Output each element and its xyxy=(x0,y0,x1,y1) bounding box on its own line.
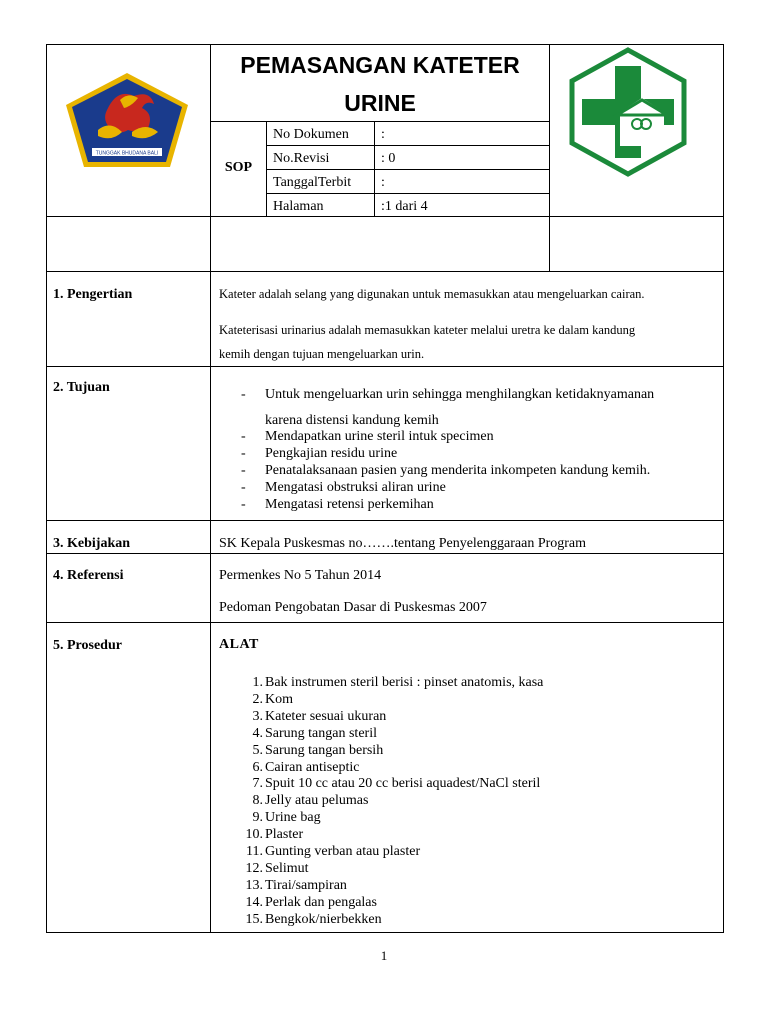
meta-value-no-revisi: : 0 xyxy=(381,151,396,166)
referensi-line-1: Permenkes No 5 Tahun 2014 xyxy=(219,568,382,583)
list-item-number: 4. xyxy=(252,725,263,741)
meta-value-halaman: :1 dari 4 xyxy=(381,199,428,214)
list-item-number: 1. xyxy=(252,675,263,690)
pengertian-line-2: Kateterisasi urinarius adalah memasukkan kateter melalui uretra ke dalam kandung xyxy=(219,323,636,337)
section-label-prosedur: 5. Prosedur xyxy=(53,638,122,653)
title-line-2: URINE xyxy=(344,90,416,116)
list-item-number: 7. xyxy=(252,776,263,792)
list-item xyxy=(219,793,719,810)
section-label-pengertian: 1. Pengertian xyxy=(53,287,133,302)
table-border xyxy=(46,553,724,554)
list-item-number: 5. xyxy=(252,742,263,758)
section-label-referensi: 4. Referensi xyxy=(53,568,124,583)
list-item xyxy=(219,827,719,844)
list-item xyxy=(219,726,719,743)
puskesmas-logo-icon xyxy=(562,46,694,178)
list-item xyxy=(219,743,719,760)
pengertian-line-1: Kateter adalah selang yang digunakan untuk memasukkan atau mengeluarkan cairan. xyxy=(219,287,645,301)
list-item-text: Kom xyxy=(265,691,293,707)
list-item xyxy=(219,912,719,929)
sop-label: SOP xyxy=(224,160,253,175)
meta-value-tanggal-terbit: : xyxy=(381,175,385,190)
list-item xyxy=(219,878,719,895)
list-item-text: Bak instrumen steril berisi : pinset anatomis, kasa xyxy=(265,675,544,690)
table-border xyxy=(46,622,724,623)
list-item-number: 14. xyxy=(245,894,263,910)
list-item-text: Tirai/sampiran xyxy=(265,877,347,893)
meta-key-no-dokumen: No Dokumen xyxy=(273,127,349,142)
list-item xyxy=(219,844,719,861)
table-border xyxy=(46,44,47,933)
list-item-number: 6. xyxy=(252,759,263,775)
table-border xyxy=(266,193,550,194)
list-item-text: Jelly atau pelumas xyxy=(265,793,369,809)
document-page: TUNGGAK BHUDANA BALI PEMASANGAN KATETER URINE SOP No Dokumen : No.Revisi : 0 TanggalTerbit : Halaman :1 dari 4 1. Pengertian Kateter adalah selang yang digunakan untuk memasukkan atau mengeluarkan cairan. Kateterisasi urinarius adalah memasukkan kateter melalui uretra ke dalam kandung kemih dengan tujuan mengeluarkan urin. 2. Tujuan - Untuk mengeluarkan urin sehingga menghilangkan ketidaknyamanan karena distensi kandung kemih - Mendapatkan urine steril intuk specimen - Pengkajian residu urine - Penatalaksanaan pasien yang menderita inkompeten kandung kemih. - Mengatasi obstruksi aliran urine - Mengatasi retensi perkemihan 3. Kebijakan SK Kepala Puskesmas no…….tentang Penyelenggaraan Program 4. Referensi Permenkes No 5 Tahun 2014 Pedoman Pengobatan Dasar di Puskesmas 2007 5. Prosedur ALAT 1. Bak instrumen steril berisi : pinset anatomis, kasa 2. Kom 3. Kateter sesuai ukuran 4. Sarung tangan steril 5. Sarung tangan bersih 6. Cairan antiseptic 7. Spuit 10 cc atau 20 cc berisi aquadest/NaCl steril 8. Jelly atau pelumas 9. Urine bag 10. Plaster 11. Gunting verban atau plaster 12. Selimut 13. Tirai/sampiran 14. Perlak dan pengalas 15. Bengkok/nierbekken 1 xyxy=(0,0,768,1024)
kebijakan-text: SK Kepala Puskesmas no…….tentang Penyelenggaraan Program xyxy=(219,536,587,551)
regency-emblem-icon xyxy=(62,70,192,170)
list-item-number: 2. xyxy=(252,691,263,707)
meta-value-no-dokumen: : xyxy=(381,127,385,142)
section-label-kebijakan: 3. Kebijakan xyxy=(53,536,131,551)
table-border xyxy=(46,216,724,217)
list-item-text: Cairan antiseptic xyxy=(265,759,360,775)
table-border xyxy=(723,44,724,933)
table-border xyxy=(46,520,724,521)
emblem-motto: TUNGGAK BHUDANA BALI xyxy=(95,150,159,157)
list-item-number: 15. xyxy=(245,911,263,927)
table-border xyxy=(46,366,724,367)
list-item-text: Plaster xyxy=(265,827,304,843)
referensi-line-2: Pedoman Pengobatan Dasar di Puskesmas 2007 xyxy=(219,600,487,615)
list-item-number: 8. xyxy=(252,793,263,809)
list-item xyxy=(219,675,719,692)
table-border xyxy=(210,44,211,933)
list-item-text: Spuit 10 cc atau 20 cc berisi aquadest/NaCl steril xyxy=(265,776,541,792)
list-item-continuation: karena distensi kandung kemih xyxy=(265,413,439,428)
list-item-text: Sarung tangan steril xyxy=(265,725,377,741)
page-number: 1 xyxy=(380,948,388,963)
list-item-text: Urine bag xyxy=(265,810,321,826)
list-item xyxy=(219,709,719,726)
meta-key-no-revisi: No.Revisi xyxy=(273,151,330,166)
list-item xyxy=(219,692,719,709)
list-item-number: 13. xyxy=(245,877,263,893)
list-item-text: Perlak dan pengalas xyxy=(265,894,377,910)
list-item-number: 12. xyxy=(245,860,263,876)
table-border xyxy=(46,932,724,933)
list-item xyxy=(219,760,719,777)
list-item-text: Kateter sesuai ukuran xyxy=(265,708,387,724)
list-item xyxy=(219,895,719,912)
list-item xyxy=(219,776,719,793)
pengertian-line-3: kemih dengan tujuan mengeluarkan urin. xyxy=(219,347,425,361)
list-item-text: Selimut xyxy=(265,860,309,876)
list-item-number: 11. xyxy=(246,844,263,859)
list-item-number: 3. xyxy=(252,708,263,724)
list-item-text: Bengkok/nierbekken xyxy=(265,911,382,927)
list-item-number: 10. xyxy=(245,827,263,843)
list-item xyxy=(219,810,719,827)
title-line-1: PEMASANGAN KATETER xyxy=(240,52,520,78)
list-item xyxy=(219,861,719,878)
meta-key-halaman: Halaman xyxy=(273,199,324,214)
table-border xyxy=(46,271,724,272)
section-label-tujuan: 2. Tujuan xyxy=(53,380,110,395)
table-border xyxy=(266,169,550,170)
list-item-text: Gunting verban atau plaster xyxy=(265,844,421,859)
list-item-text: Sarung tangan bersih xyxy=(265,742,384,758)
table-border xyxy=(266,145,550,146)
document-title xyxy=(211,46,549,122)
table-border xyxy=(46,44,724,45)
prosedur-heading: ALAT xyxy=(219,637,259,652)
list-item-number: 9. xyxy=(252,810,263,826)
table-border xyxy=(549,44,550,271)
meta-key-tanggal-terbit: TanggalTerbit xyxy=(273,175,352,190)
